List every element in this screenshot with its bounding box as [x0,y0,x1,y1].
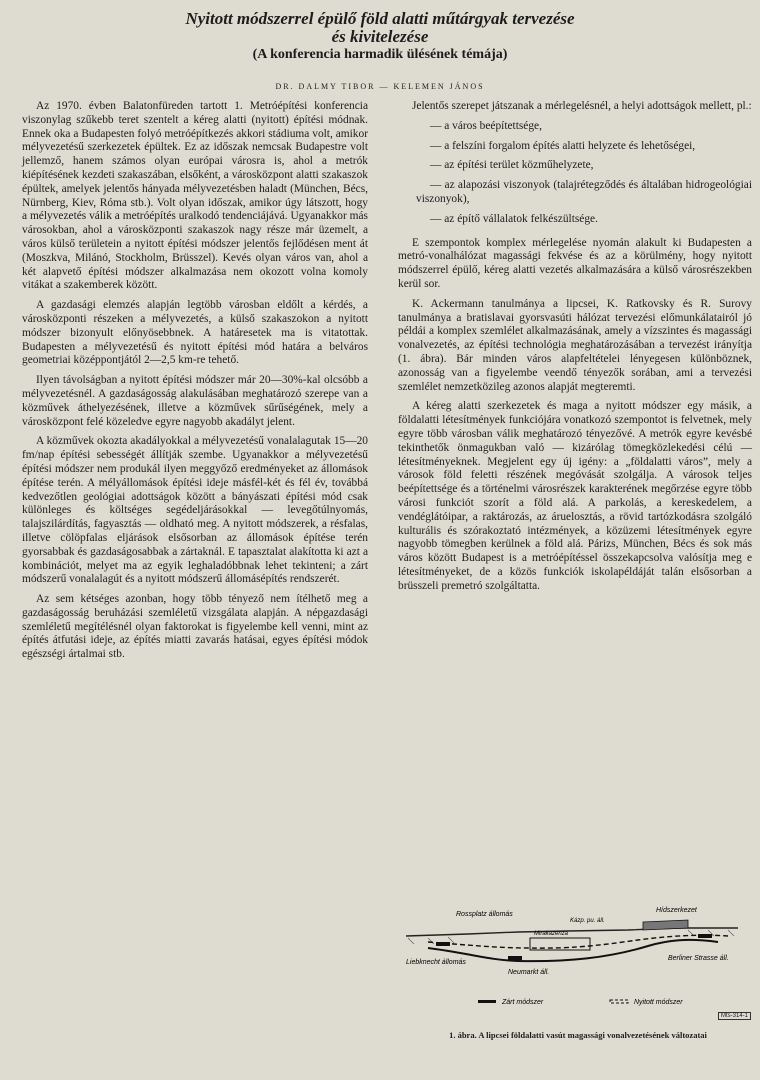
article-authors: DR. DALMY TIBOR — KELEMEN JÁNOS [275,82,485,91]
label-karp: Kázp. pu. áll. [570,918,605,924]
legend-open-swatch [610,1000,628,1003]
paragraph: A közművek okozta akadályokkal a mélyvezetésű vonalalagutak 15—20 fm/nap építési sebességét állítják szembe. Ugyanakkor a mélyvezetésű építési módszer nem produkál ilyen meggyőző eredményeket az állomások építése terén. A mélyállomások építési ideje másfél-két és fél év, továbbá kedvezőtlen geológiai adottságok között a bányászati építési mód csak különleges és költséges segédeljárásokkal — levegőtúlnyomás, talajszilárdítás, fagyasztás — oldható meg. A nyitott módszerek, a résfalas, illetve cölöpfalas eljárások elsősorban az állomások építése terén gyorsabbak és gazdaságosabbak a zártaknál. E tapasztalat alakította ki azt a kombinációt, melyet ma az egyik leghaladóbbnak lehet tekinteni; a zárt módszerű vonalalagút és a nyitott módszerű állomásépítés rendszerét. [22,435,368,586]
paragraph: A kéreg alatti szerkezetek és maga a nyitott módszer egy másik, a földalatti létesítmények funkciójára vonatkozó szempontot is felvetnek, mely egyre több városban válik meghatározó tényezővé. A metrók egyre kevésbé tekinthetők önmagukban való — kizárólag tömegközlekedési célú — létesítményeknek. Megjelent egy új igény: a „földalatti város”, mely a városok föld feletti részének megóvását szolgálja. A városok teljes beépítettsége és a történelmi városrészek karakterének megőrzése egyre több városi funkciót szorít a föld alá. A parkolás, a kereskedelem, a vendéglátóipar, a raktározás, az áruelosztás, a rövid tartózkodásra szolgáló kulturális és szórakoztató intézmények, a közüzemi létesítmények egyre nagyobb tömegben kerülnek a föld alá. Párizs, München, Bécs és sok más város között Budapest is a metróépítéssel összekapcsolva valósítja meg e létesítményeket, de a közös funkciók iskolapéldáját talán elsősorban a brüsszeli premetró szolgáltatta. [398,400,752,592]
article-subtitle: (A konferencia harmadik ülésének témája) [252,47,508,62]
paragraph: Az 1970. évben Balatonfüreden tartott 1. Metróépítési konferencia viszonylag szűkebb teret szentelt a kéreg alatti (nyitott) építési módnak. Ennek oka a Budapesten folyó metróépítkezés akkori stádiuma volt, amikor mélyvezetésű szerkezetek épültek. Ez az időszak nemcsak Budapestre volt jellemző, hanem számos olyan európai városra is, ahol a metrók kiépítésének kezdeti szakaszában, elsőként, a városközpont alatti szakaszok épültek, amelyek jelentős hányada mélyvezetésben haladt (München, Bécs, Nürnberg, Kiev, Róma stb.). Volt olyan időszak, amikor úgy látszott, hogy a mélyvezetés válik a metróépítés uralkodó tendenciájává. Ugyanakkor más városokban, ahol a városközponti szakaszok nagy része már üzemelt, a város külső területein a nyitott építési módszer jelentős fejlődésen ment át (Moszkva, Milánó, Stockholm, Brüsszel). Kevés olyan város van, ahol a két alapvető építési módszer alkalmazása nem okozott volna komoly vitákat a szakemberek között. [22,100,368,292]
title-line-2: és kivitelezése [331,27,429,46]
left-column [22,100,368,668]
label-mirakazenza: Mirakazenza [534,931,569,937]
legend-closed-label: Zárt módszer [502,999,544,1006]
station-marker [698,934,712,938]
list-item: — az építő vállalatok felkészültsége. [430,212,598,225]
profile-open [428,935,728,948]
paragraph: E szempontok komplex mérlegelése nyomán alakult ki Budapesten a metró-vonalhálózat magassági fekvése és az a körülmény, hogy nyitott módszerrel épülő, kéreg alatti vezetés alkalmazására a külső városrészekben kerül sor. [398,236,752,290]
paragraph: A gazdasági elemzés alapján legtöbb városban eldőlt a kérdés, a városközponti részeken a mélyvezetés, a külső szakaszokon a nyitott módszer bizonyult előnyösebbnek. A határesetek ma is vitatottak. Budapesten a mélyvezetésű és nyitott építési mód határa a belváros geometriai középpontjától 2—2,5 km-re tehető. [22,299,368,367]
list-item: — az alapozási viszonyok (talajrétegződés és általában hidrogeológiai viszonyok), [416,179,752,205]
ground-hatch [408,930,734,944]
right-column [398,100,752,600]
label-liebknecht: Liebknecht állomás [406,959,466,966]
figure-1 [398,898,754,1078]
label-neumarkt: Neumarkt áll. [508,969,550,976]
station-marker [508,956,522,960]
ground-line [406,928,738,936]
figure-caption: 1. ábra. A lipcsei földalatti vasút magassági vonalvezetésének változatai [449,1030,707,1040]
figure-id: Mts-314-1 [718,1012,751,1020]
article-title [0,10,760,46]
label-rossplatz: Rossplatz állomás [456,911,513,918]
paragraph: Ilyen távolságban a nyitott építési módszer már 20—30%-kal olcsóbb a mélyvezetésnél. A gazdaságosság alakulásában meghatározó szerepe van a közművek áthelyezésének, illetve a közművek sűrűségének, mely a városközpont felé közeledve egyre nagyobb akadályt jelent. [22,374,368,428]
label-hidszerkezet: Hídszerkezet [656,907,697,914]
legend-open-label: Nyitott módszer [634,999,683,1006]
title-line-1: Nyitott módszerrel épülő föld alatti műtárgyak tervezése [185,9,575,28]
paragraph: K. Ackermann tanulmánya a lipcsei, K. Ratkovsky és R. Surovy tanulmánya a bratislavai gyorsvasúti hálózat tervezési előmunkálatairól jó példái a komplex szemlélet alkalmazásának, amely a vízszintes és magassági vonalvezetés, az építési technológia meghatározásában a tervezést irányítja (1. ábra). Bár minden város alapfeltételei lényegesen különböznek, azonosság van a figyelembe veendő tényezők sorában, ami a tervezési szemlélet nemzetközileg azonos alapját megteremti. [398,297,752,393]
paragraph: Az sem kétséges azonban, hogy több tényező nem ítélhető meg a gazdaságosság beruházási szemléletű vizsgálata alapján. A népgazdasági szemléletű megítélésnél olyan faktorokat is figyelembe kell venni, mint az építés átfutási ideje, az építés miatti zavarás hatásai, egyes építési módok egészségi ártalmai stb. [22,593,368,661]
bridge-structure [643,920,688,930]
label-berliner: Berliner Strasse áll. [668,955,729,962]
list-item: — a város beépítettsége, [430,119,542,132]
list-item: — a felszíni forgalom építés alatti helyzete és lehetőségei, [430,139,696,152]
profile-diagram [398,898,754,1028]
legend-closed-swatch [478,1000,496,1003]
list-item: — az építési terület közműhelyzete, [430,159,594,172]
paragraph: Jelentős szerepet játszanak a mérlegelésnél, a helyi adottságok mellett, pl.: [412,100,752,112]
station-marker [436,942,450,946]
factor-list [398,120,752,227]
